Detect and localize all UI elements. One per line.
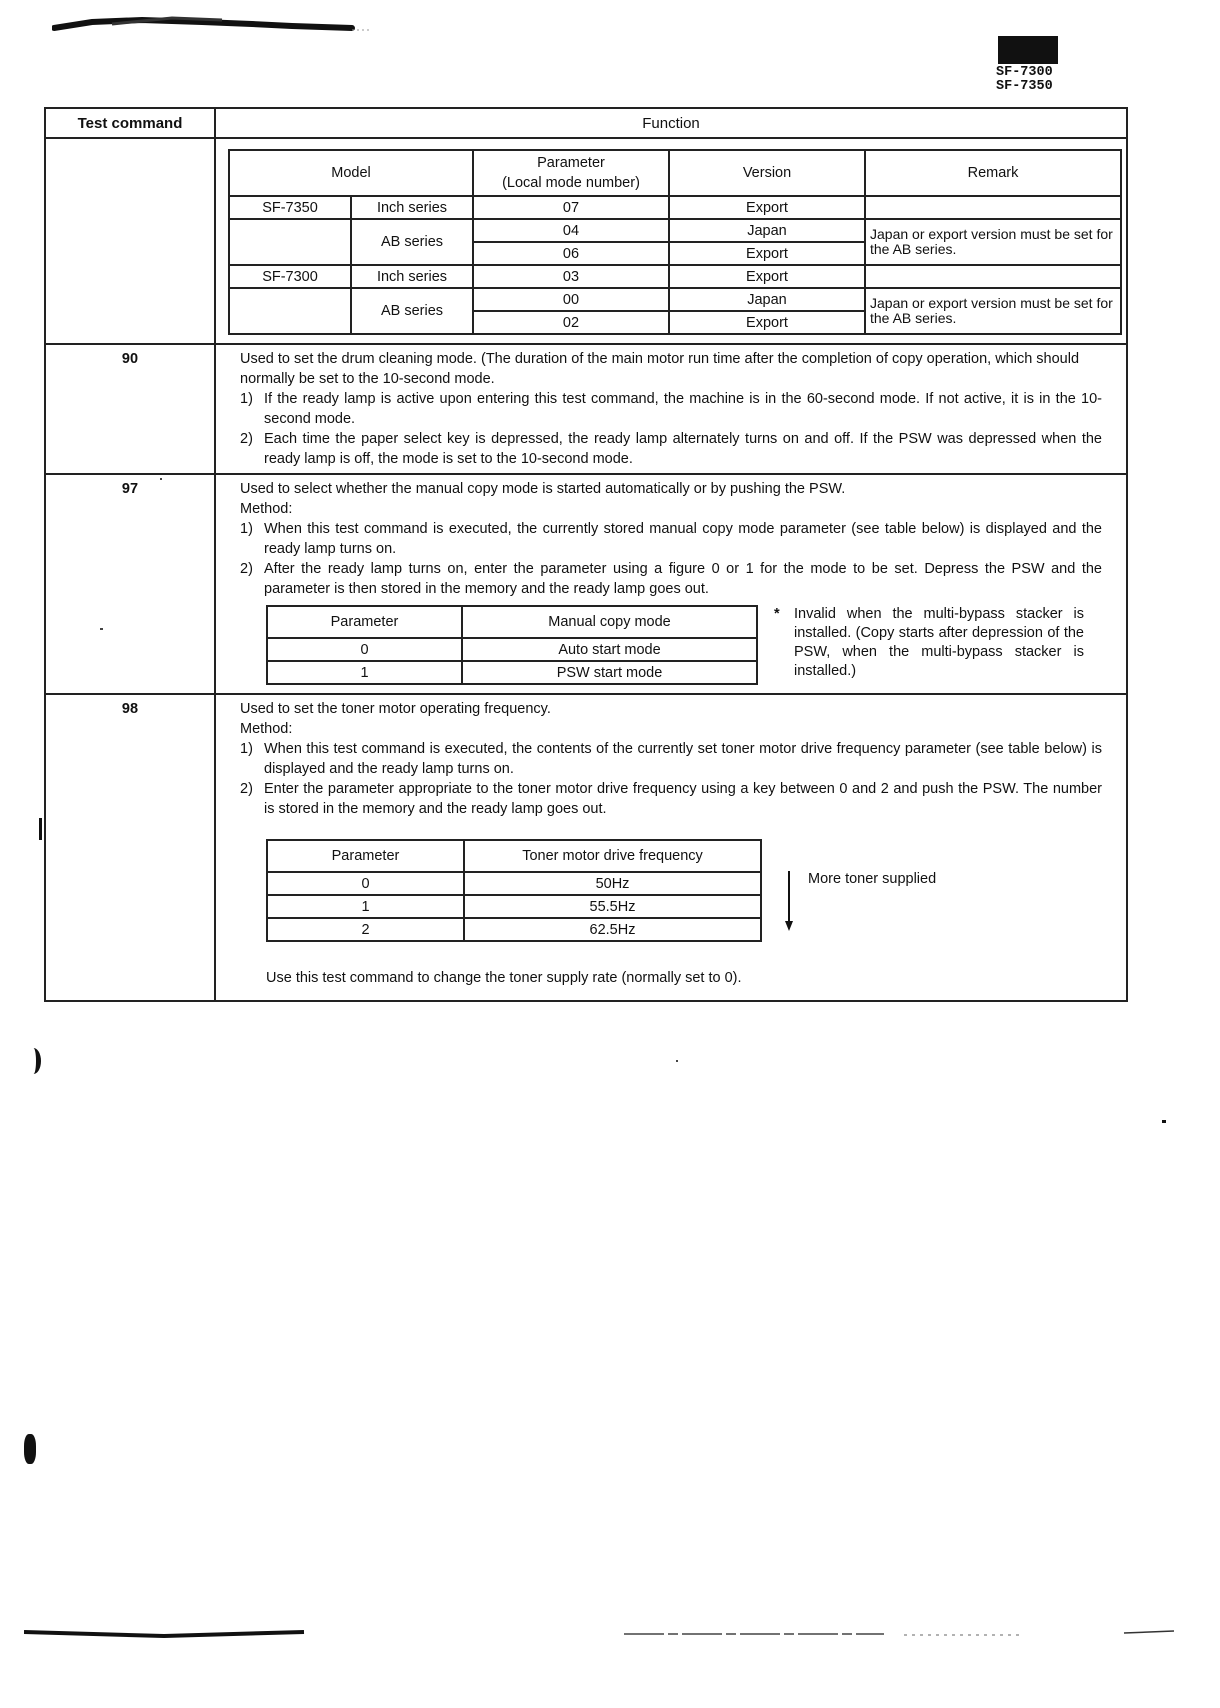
parameter-cell: 1 <box>267 661 462 684</box>
binding-hole-mark <box>34 818 42 840</box>
parameter-header-line: Parameter <box>537 155 605 171</box>
list-item <box>240 779 1102 819</box>
table-row <box>267 918 761 941</box>
remark-cell <box>865 265 1121 288</box>
scan-edge-bottom <box>24 1628 1184 1644</box>
series-cell: Inch series <box>351 196 473 219</box>
item-number: 1) <box>240 741 253 757</box>
parameter-header <box>473 150 669 196</box>
test-command-table <box>44 107 1128 1002</box>
parameter-cell: 0 <box>267 872 464 895</box>
parameter-cell: 1 <box>267 895 464 918</box>
item-text: Each time the paper select key is depressed, the ready lamp alternately turns on and off. If the PSW was depressed when the ready lamp is off, the mode is set to the 10-second mode. <box>264 431 1102 467</box>
list-item <box>240 739 1102 779</box>
scan-dot <box>1162 1120 1166 1123</box>
function-header: Function <box>215 108 1127 138</box>
test-command-header: Test command <box>45 108 215 138</box>
frequency-cell: 62.5Hz <box>464 918 761 941</box>
item-number: 1) <box>240 391 253 407</box>
model-version-table <box>228 149 1122 335</box>
mode-cell: PSW start mode <box>462 661 757 684</box>
version-cell: Japan <box>669 288 865 311</box>
table-row <box>267 895 761 918</box>
version-cell: Export <box>669 242 865 265</box>
table-row <box>229 265 1121 288</box>
item-text: When this test command is executed, the currently stored manual copy mode parameter (see table below) is displayed and the ready lamp turns on. <box>264 521 1102 557</box>
frequency-cell: 55.5Hz <box>464 895 761 918</box>
command-number: 97 <box>45 474 215 694</box>
parameter-cell: 04 <box>473 219 669 242</box>
model-cell <box>229 219 351 265</box>
table-row <box>229 196 1121 219</box>
table-row <box>267 638 757 661</box>
description-intro: Used to set the toner motor operating frequency. <box>240 701 551 717</box>
command-number: 90 <box>45 344 215 474</box>
command-description <box>215 344 1127 474</box>
version-cell: Japan <box>669 219 865 242</box>
version-header: Version <box>669 150 865 196</box>
command-number: 98 <box>45 694 215 1001</box>
method-label: Method: <box>240 721 293 737</box>
model-version-row <box>45 138 1127 344</box>
item-text: Enter the parameter appropriate to the toner motor drive frequency using a key between 0 and 2 and push the PSW. The number is stored in the memory and the ready lamp goes out. <box>264 781 1102 817</box>
table-row <box>267 872 761 895</box>
table-row <box>229 288 1121 311</box>
version-cell: Export <box>669 311 865 334</box>
note-text: Invalid when the multi-bypass stacker is installed. (Copy starts after depression of the PSW, when the multi-bypass stacker is installed.) <box>794 606 1084 679</box>
list-item <box>240 519 1102 559</box>
frequency-cell: 50Hz <box>464 872 761 895</box>
model-codes <box>996 66 1053 94</box>
command-row-97 <box>45 474 1127 694</box>
parameter-header: Parameter <box>267 840 464 872</box>
series-cell: AB series <box>351 219 473 265</box>
version-cell: Export <box>669 265 865 288</box>
description-intro: Used to select whether the manual copy mode is started automatically or by pushing the PSW. <box>240 481 846 497</box>
item-text: After the ready lamp turns on, enter the parameter using a figure 0 or 1 for the mode to be set. Depress the PSW and the parameter is then stored in the memory and the ready lamp goes out. <box>264 561 1102 597</box>
model-cell <box>229 288 351 334</box>
header-row <box>45 108 1127 138</box>
parameter-header: Parameter <box>267 606 462 638</box>
frequency-header: Toner motor drive frequency <box>464 840 761 872</box>
remark-cell <box>865 196 1121 219</box>
remark-cell: Japan or export version must be set for the AB series. <box>865 219 1121 265</box>
item-text: If the ready lamp is active upon entering this test command, the machine is in the 60-second mode. If not active, it is in the 10-second mode. <box>264 391 1102 427</box>
table-row <box>267 661 757 684</box>
item-number: 1) <box>240 521 253 537</box>
binding-hole-mark <box>26 1048 41 1074</box>
parameter-header-line: (Local mode number) <box>502 175 640 191</box>
model-cell: SF-7300 <box>229 265 351 288</box>
parameter-cell: 06 <box>473 242 669 265</box>
remark-header: Remark <box>865 150 1121 196</box>
list-item <box>240 429 1102 469</box>
toner-frequency-table <box>266 839 762 942</box>
model-code: SF-7300 <box>996 65 1053 80</box>
manual-copy-mode-table <box>266 605 758 685</box>
command-description <box>215 694 1127 1001</box>
footer-note: Use this test command to change the toner supply rate (normally set to 0). <box>266 970 742 986</box>
item-number: 2) <box>240 561 253 577</box>
parameter-cell: 2 <box>267 918 464 941</box>
command-row-98 <box>45 694 1127 1001</box>
note <box>774 605 1084 685</box>
description-intro: Used to set the drum cleaning mode. (The duration of the main motor run time after the completion of copy operation, which should normally be set to the 10-second mode. <box>240 351 1080 387</box>
mode-cell: Auto start mode <box>462 638 757 661</box>
mode-header: Manual copy mode <box>462 606 757 638</box>
page-marker-block <box>998 36 1058 64</box>
series-cell: AB series <box>351 288 473 334</box>
model-code: SF-7350 <box>996 79 1053 94</box>
command-description <box>215 474 1127 694</box>
arrow-label: More toner supplied <box>808 871 937 887</box>
command-row-90 <box>45 344 1127 474</box>
parameter-cell: 02 <box>473 311 669 334</box>
version-cell: Export <box>669 196 865 219</box>
list-item <box>240 389 1102 429</box>
item-number: 2) <box>240 431 253 447</box>
item-text: When this test command is executed, the contents of the currently set toner motor drive frequency parameter (see table below) is displayed and the ready lamp turns on. <box>264 741 1102 777</box>
remark-cell: Japan or export version must be set for the AB series. <box>865 288 1121 334</box>
parameter-cell: 00 <box>473 288 669 311</box>
parameter-cell: 03 <box>473 265 669 288</box>
list-item <box>240 559 1102 599</box>
arrow-down-icon <box>782 869 796 933</box>
series-cell: Inch series <box>351 265 473 288</box>
scan-dot <box>676 1060 678 1062</box>
method-label: Method: <box>240 501 293 517</box>
model-version-cell <box>215 138 1127 344</box>
note-mark: * <box>774 606 780 622</box>
model-cell: SF-7350 <box>229 196 351 219</box>
empty-command-cell <box>45 138 215 344</box>
binding-hole-mark <box>24 1434 36 1464</box>
item-number: 2) <box>240 781 253 797</box>
model-header: Model <box>229 150 473 196</box>
parameter-cell: 07 <box>473 196 669 219</box>
parameter-cell: 0 <box>267 638 462 661</box>
scan-edge-top <box>52 14 372 34</box>
table-row <box>229 219 1121 242</box>
